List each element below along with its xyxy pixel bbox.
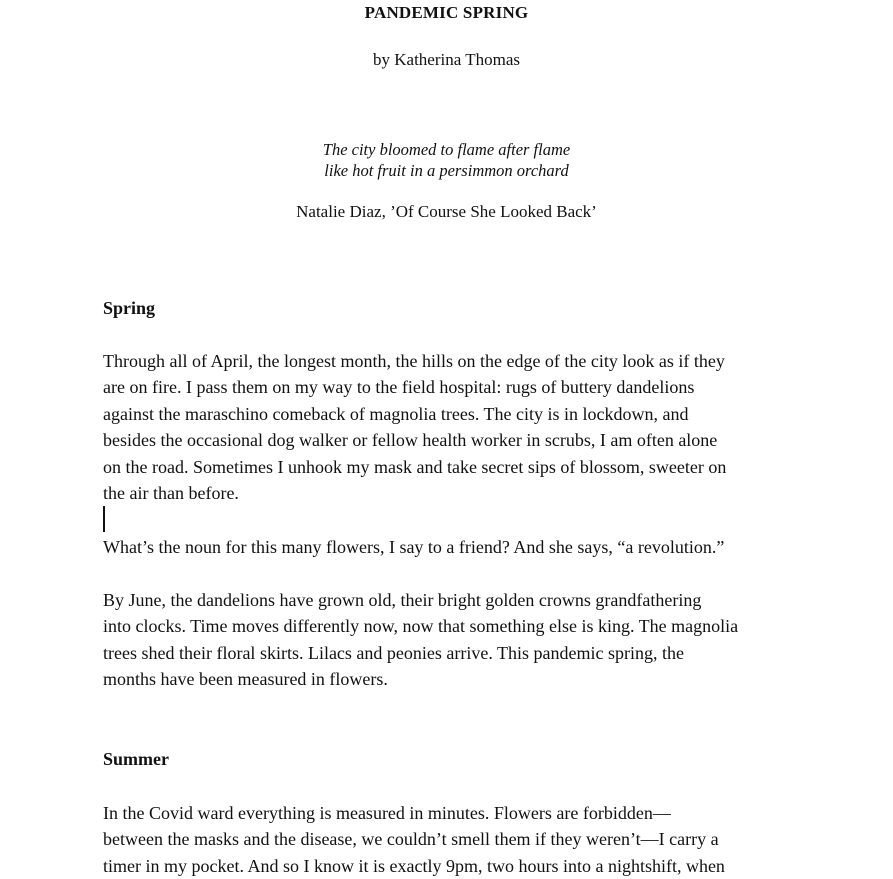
text-line: Through all of April, the longest month, the hills on the edge of the city look as if they: [103, 351, 725, 371]
paragraph[interactable]: [103, 587, 803, 693]
text-line: What’s the noun for this many flowers, I say to a friend? And she says, “a revolution.”: [103, 537, 725, 557]
paragraph[interactable]: [103, 800, 803, 879]
document-title: PANDEMIC SPRING: [364, 3, 529, 22]
text-line: on the road. Sometimes I unhook my mask and take secret sips of blossom, sweeter on: [103, 456, 727, 477]
text-line: timer in my pocket. And so I know it is exactly 9pm, two hours into a nightshift, when: [103, 855, 725, 876]
paragraph[interactable]: [103, 534, 803, 560]
epigraph-attribution: Natalie Diaz, ’Of Course She Looked Back’: [296, 202, 597, 221]
section-heading-summer: Summer: [103, 749, 169, 769]
text-line: In the Covid ward everything is measured in minutes. Flowers are forbidden—: [103, 803, 671, 823]
epigraph-line: like hot fruit in a persimmon orchard: [324, 161, 569, 180]
text-line: between the masks and the disease, we couldn’t smell them if they weren’t—I carry a: [103, 829, 719, 850]
text-line: the air than before.: [103, 483, 239, 504]
text-cursor: [103, 506, 105, 532]
text-line: trees shed their floral skirts. Lilacs and peonies arrive. This pandemic spring, the: [103, 642, 685, 663]
epigraph-line: The city bloomed to flame after flame: [322, 140, 571, 159]
byline: by Katherina Thomas: [373, 50, 520, 69]
text-line: are on fire. I pass them on my way to the field hospital: rugs of buttery dandelions: [103, 377, 695, 398]
epigraph: [0, 139, 893, 181]
text-line: into clocks. Time moves differently now, now that something else is king. The magnolia: [103, 616, 739, 637]
text-line: against the maraschino comeback of magnolia trees. The city is in lockdown, and: [103, 403, 689, 424]
paragraph[interactable]: [103, 348, 803, 506]
section-heading-spring: Spring: [103, 298, 156, 318]
text-line: By June, the dandelions have grown old, their bright golden crowns grandfathering: [103, 590, 702, 610]
text-line: besides the occasional dog walker or fellow health worker in scrubs, I am often alone: [103, 430, 718, 451]
text-line: months have been measured in flowers.: [103, 669, 388, 690]
